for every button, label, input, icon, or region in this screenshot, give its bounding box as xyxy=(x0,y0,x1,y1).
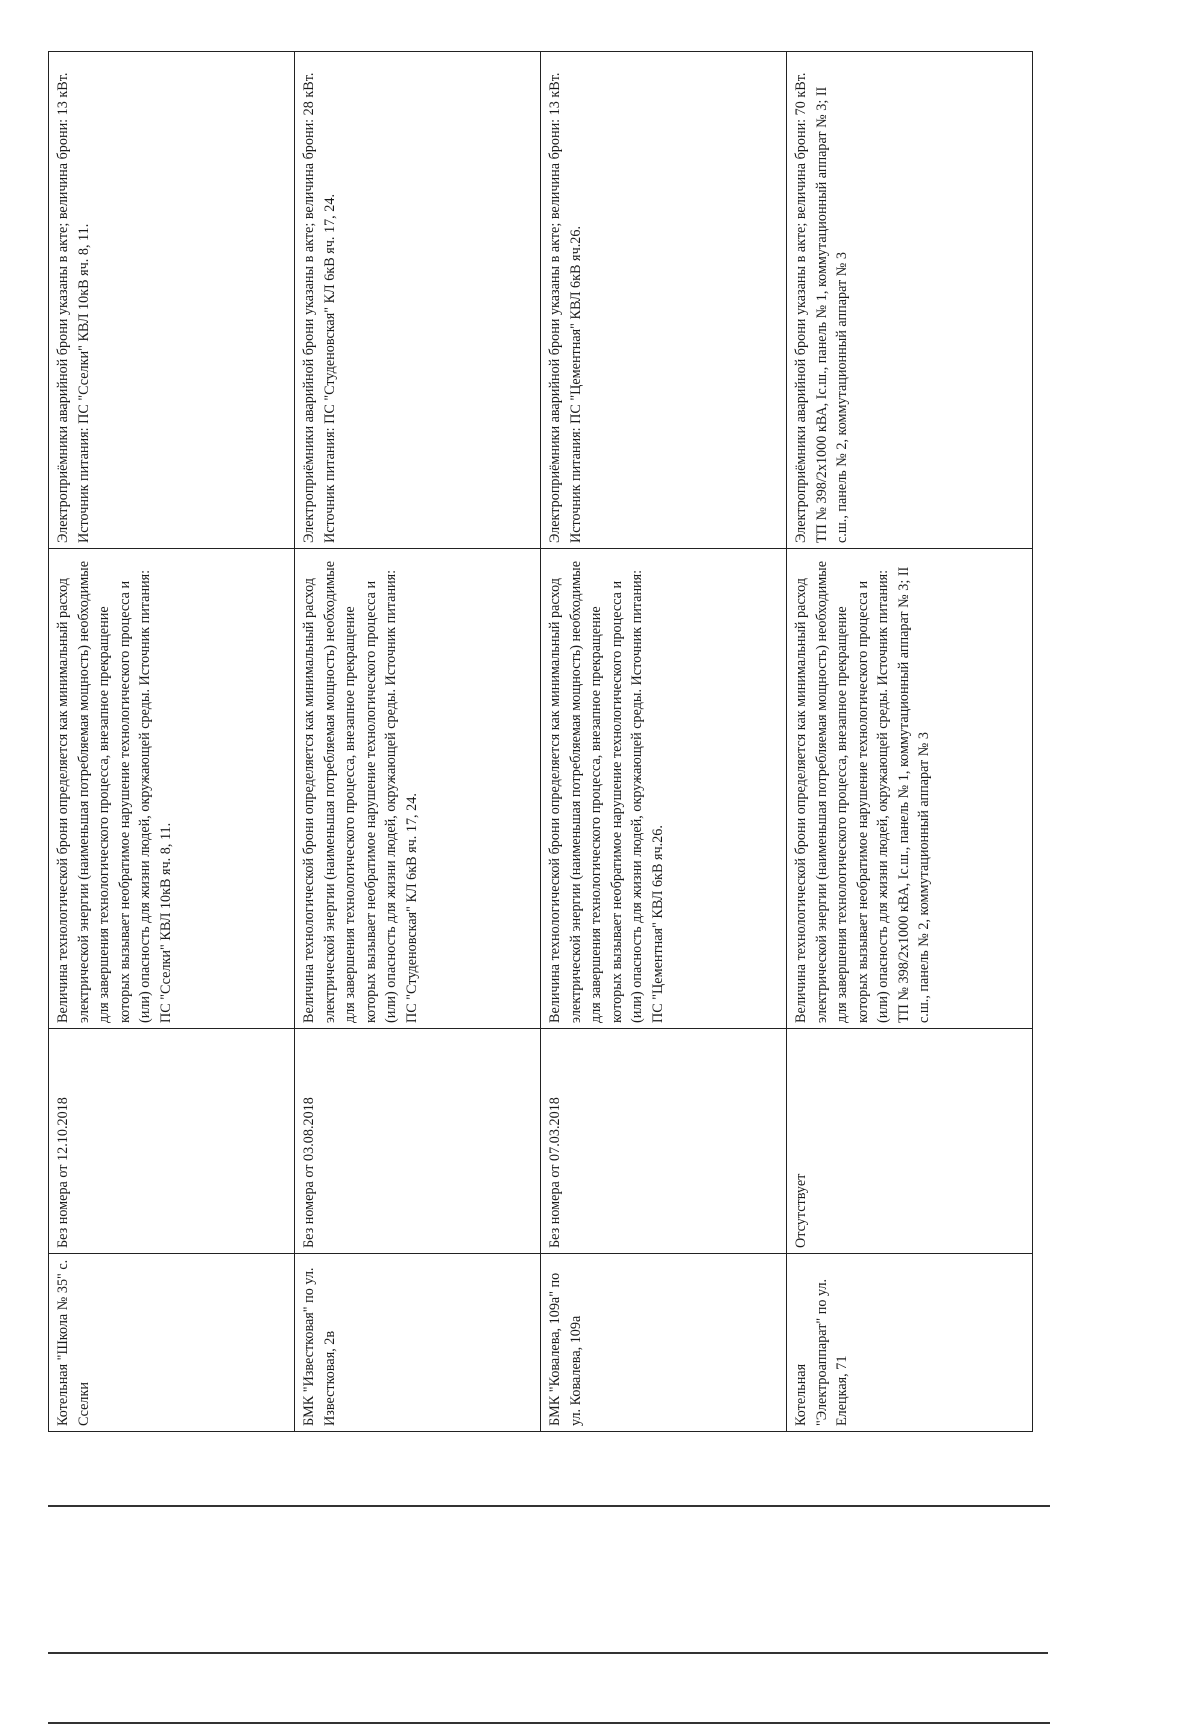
table-row xyxy=(541,52,787,1432)
table-row xyxy=(787,52,1033,1432)
signature-line xyxy=(48,1505,1050,1507)
emergency-reserve-cell: Электроприёмники аварийной брони указаны в акте; величина брони: 70 кВт. ТП № 398/2х1000 кВА, Iс.ш., панель № 1, коммутационный аппарат № 3; II с.ш., панель № 2, коммутационный аппарат № 3 xyxy=(787,52,1033,549)
signature-line xyxy=(48,1652,1048,1654)
object-name-cell: Котельная "Электроаппарат" по ул. Елецкая, 71 xyxy=(787,1254,1033,1432)
technological-reserve-cell: Величина технологической брони определяется как минимальный расход электрической энергии (наименьшая потребляемая мощность) необходимые для завершения технологического процесса, внезапное прекращение которых вызывает необратимое нарушение технологического процесса и (или) опасность для жизни людей, окружающей среды. Источник питания: ПС "Цементная" КВЛ 6кВ яч.26. xyxy=(541,549,787,1029)
technological-reserve-cell: Величина технологической брони определяется как минимальный расход электрической энергии (наименьшая потребляемая мощность) необходимые для завершения технологического процесса, внезапное прекращение которых вызывает необратимое нарушение технологического процесса и (или) опасность для жизни людей, окружающей среды. Источник питания: ПС "Сселки" КВЛ 10кВ яч. 8, 11. xyxy=(49,549,295,1029)
emergency-reserve-cell: Электроприёмники аварийной брони указаны в акте; величина брони: 13 кВт. Источник питания: ПС "Цементная" КВЛ 6кВ яч.26. xyxy=(541,52,787,549)
emergency-reserve-cell: Электроприёмники аварийной брони указаны в акте; величина брони: 13 кВт. Источник питания: ПС "Сселки" КВЛ 10кВ яч. 8, 11. xyxy=(49,52,295,549)
table-row xyxy=(295,52,541,1432)
rotated-page-content xyxy=(48,52,1033,1432)
technological-reserve-cell: Величина технологической брони определяется как минимальный расход электрической энергии (наименьшая потребляемая мощность) необходимые для завершения технологического процесса, внезапное прекращение которых вызывает необратимое нарушение технологического процесса и (или) опасность для жизни людей, окружающей среды. Источник питания: ТП № 398/2х1000 кВА, Iс.ш., панель № 1, коммутационный аппарат № 3; II с.ш., панель № 2, коммутационный аппарат № 3 xyxy=(787,549,1033,1029)
technological-reserve-cell: Величина технологической брони определяется как минимальный расход электрической энергии (наименьшая потребляемая мощность) необходимые для завершения технологического процесса, внезапное прекращение которых вызывает необратимое нарушение технологического процесса и (или) опасность для жизни людей, окружающей среды. Источник питания: ПС "Студеновская" КЛ 6кВ яч. 17, 24. xyxy=(295,549,541,1029)
act-cell: Без номера от 07.03.2018 xyxy=(541,1029,787,1254)
act-cell: Отсутствует xyxy=(787,1029,1033,1254)
emergency-reserve-cell: Электроприёмники аварийной брони указаны в акте; величина брони: 28 кВт. Источник питания: ПС "Студеновская" КЛ 6кВ яч. 17, 24. xyxy=(295,52,541,549)
act-cell: Без номера от 12.10.2018 xyxy=(49,1029,295,1254)
act-cell: Без номера от 03.08.2018 xyxy=(295,1029,541,1254)
object-name-cell: БМК "Ковалева, 109а" по ул. Ковалева, 109а xyxy=(541,1254,787,1432)
power-reserve-table xyxy=(48,51,1033,1432)
table-row xyxy=(49,52,295,1432)
object-name-cell: Котельная "Школа № 35" с. Сселки xyxy=(49,1254,295,1432)
object-name-cell: БМК "Известковая" по ул. Известковая, 2в xyxy=(295,1254,541,1432)
